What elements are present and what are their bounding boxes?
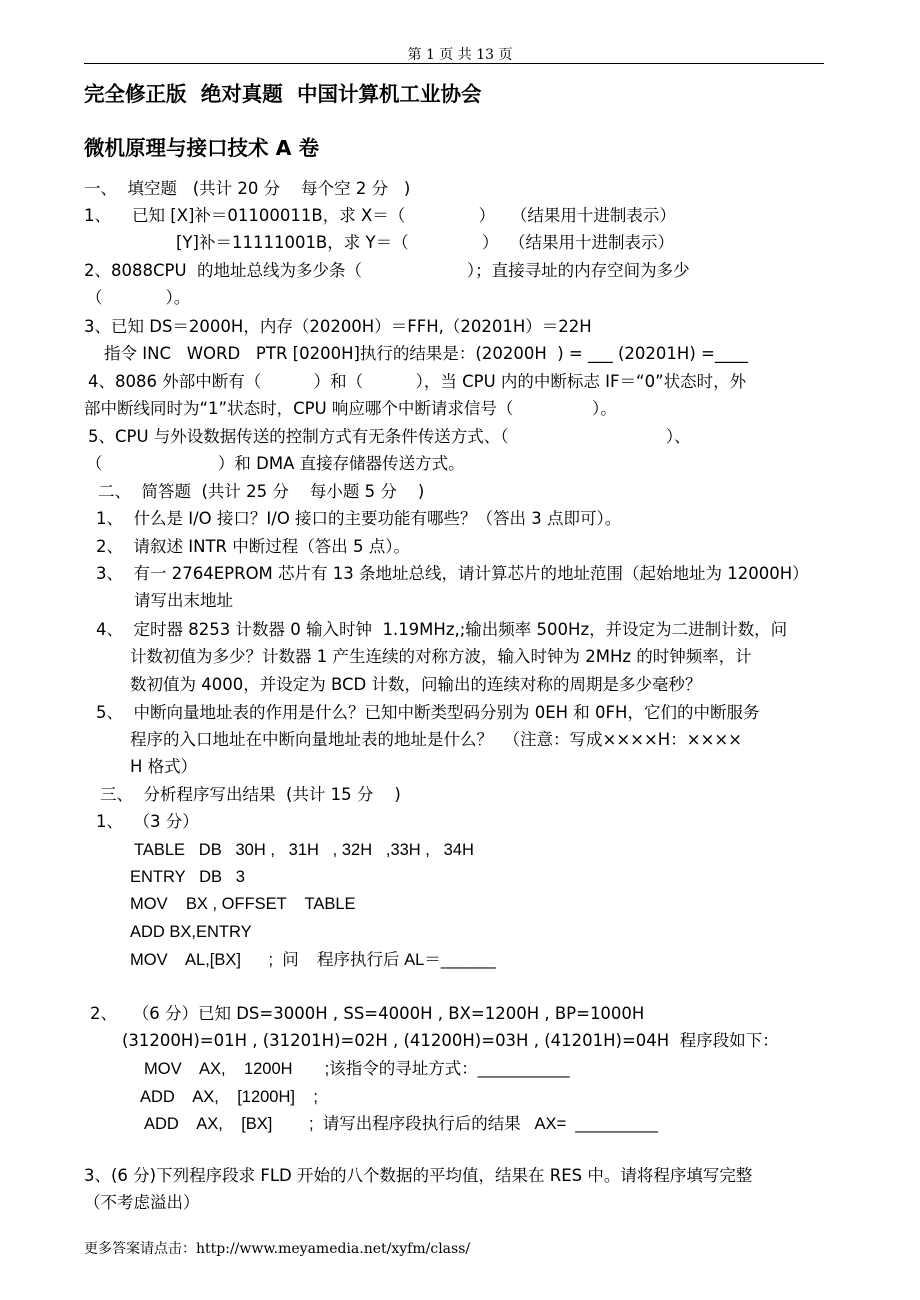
s2-q5-line-b: 程序的入口地址在中断向量地址表的地址是什么？ （注意：写成××××H：×××× xyxy=(130,730,742,749)
s1-q3-line-a: 3、已知 DS＝2000H，内存（20200H）＝FFH,（20201H）＝22H xyxy=(84,317,592,336)
s3-q2-code-line: ADD AX, [1200H] ; xyxy=(140,1088,318,1106)
s3-q2-line-a: 2、 （6 分）已知 DS=3000H , SS=4000H , BX=1200H , BP=1000H xyxy=(90,1004,645,1023)
title-line-1: 完全修正版 绝对真题 中国计算机工业协会 xyxy=(84,82,482,106)
s3-q1-code-line: ADD BX,ENTRY xyxy=(130,923,252,941)
s1-q2-line-b: （ ）。 xyxy=(86,288,191,307)
s2-q3-line-b: 请写出末地址 xyxy=(134,591,233,610)
section-1-heading: 一、 填空题 (共计 20 分 每个空 2 分 ) xyxy=(84,179,411,198)
s1-q4-line-b: 部中断线同时为“1”状态时，CPU 响应哪个中断请求信号（ ）。 xyxy=(84,399,617,418)
s3-q2-code-line: ADD AX, [BX] ; 请写出程序段执行后的结果 AX= _________ xyxy=(144,1115,658,1133)
s2-q5-line-a: 5、 中断向量地址表的作用是什么？已知中断类型码分别为 0EH 和 0FH，它们的中断服务 xyxy=(96,703,760,722)
section-2-heading: 二、 简答题 (共计 25 分 每小题 5 分 ) xyxy=(98,482,425,501)
s1-q2-line-a: 2、8088CPU 的地址总线为多少条（ ）；直接寻址的内存空间为多少 xyxy=(84,261,690,280)
s3-q1-label: 1、 （3 分） xyxy=(96,812,199,831)
s3-q2-code-line: MOV AX, 1200H ;该指令的寻址方式：__________ xyxy=(144,1060,570,1078)
s1-q4-line-a: 4、8086 外部中断有（ ）和（ ），当 CPU 内的中断标志 IF＝“0”状态时，外 xyxy=(88,372,747,391)
s3-q3-line-a: 3、(6 分)下列程序段求 FLD 开始的八个数据的平均值，结果在 RES 中。请将程序填写完整 xyxy=(84,1166,753,1185)
s3-q1-code-line: MOV AL,[BX] ; 问 程序执行后 AL＝______ xyxy=(130,951,496,969)
s1-q5-line-b: （ ）和 DMA 直接存储器传送方式。 xyxy=(86,454,465,473)
s3-q3-line-b: （不考虑溢出） xyxy=(84,1193,200,1212)
page-header: 第 1 页 共 13 页 xyxy=(407,47,513,63)
s1-q1-line-a: 1、 已知 [X]补＝01100011B，求 X＝（ ） （结果用十进制表示） xyxy=(84,206,676,225)
s1-q3-line-b: 指令 INC WORD PTR [0200H]执行的结果是：(20200H ) = ___ (20201H) =____ xyxy=(104,344,748,363)
s2-q5-line-c: H 格式） xyxy=(130,757,198,776)
s2-q2: 2、 请叙述 INTR 中断过程（答出 5 点）。 xyxy=(96,537,410,556)
s2-q4-line-b: 计数初值为多少？计数器 1 产生连续的对称方波，输入时钟为 2MHz 的时钟频率，计 xyxy=(130,647,752,666)
s3-q2-line-b: (31200H)=01H , (31201H)=02H , (41200H)=03H , (41201H)=04H 程序段如下： xyxy=(122,1031,779,1050)
s2-q1: 1、 什么是 I/O 接口？I/O 接口的主要功能有哪些？（答出 3 点即可）。 xyxy=(96,509,622,528)
section-3-heading: 三、 分析程序写出结果 (共计 15 分 ) xyxy=(100,785,401,804)
s3-q1-code-line: TABLE DB 30H , 31H , 32H ,33H , 34H xyxy=(134,841,474,859)
s3-q1-code-line: ENTRY DB 3 xyxy=(130,868,245,886)
header-rule xyxy=(84,63,824,64)
s2-q4-line-c: 数初值为 4000，并设定为 BCD 计数，问输出的连续对称的周期是多少毫秒？ xyxy=(130,675,702,694)
s3-q1-code-line: MOV BX , OFFSET TABLE xyxy=(130,895,356,913)
s2-q4-line-a: 4、 定时器 8253 计数器 0 输入时钟 1.19MHz,;输出频率 500Hz，并设定为二进制计数，问 xyxy=(96,620,788,639)
s2-q3-line-a: 3、 有一 2764EPROM 芯片有 13 条地址总线，请计算芯片的地址范围（起始地址为 12000H） xyxy=(96,564,809,583)
title-line-2: 微机原理与接口技术 A 卷 xyxy=(84,136,320,160)
s1-q1-line-b: [Y]补＝11111001B，求 Y＝（ ） （结果用十进制表示） xyxy=(176,233,674,252)
footer-link[interactable]: 更多答案请点击：http://www.meyamedia.net/xyfm/class/ xyxy=(84,1241,471,1257)
s1-q5-line-a: 5、CPU 与外设数据传送的控制方式有无条件传送方式、（ ）、 xyxy=(88,427,691,446)
